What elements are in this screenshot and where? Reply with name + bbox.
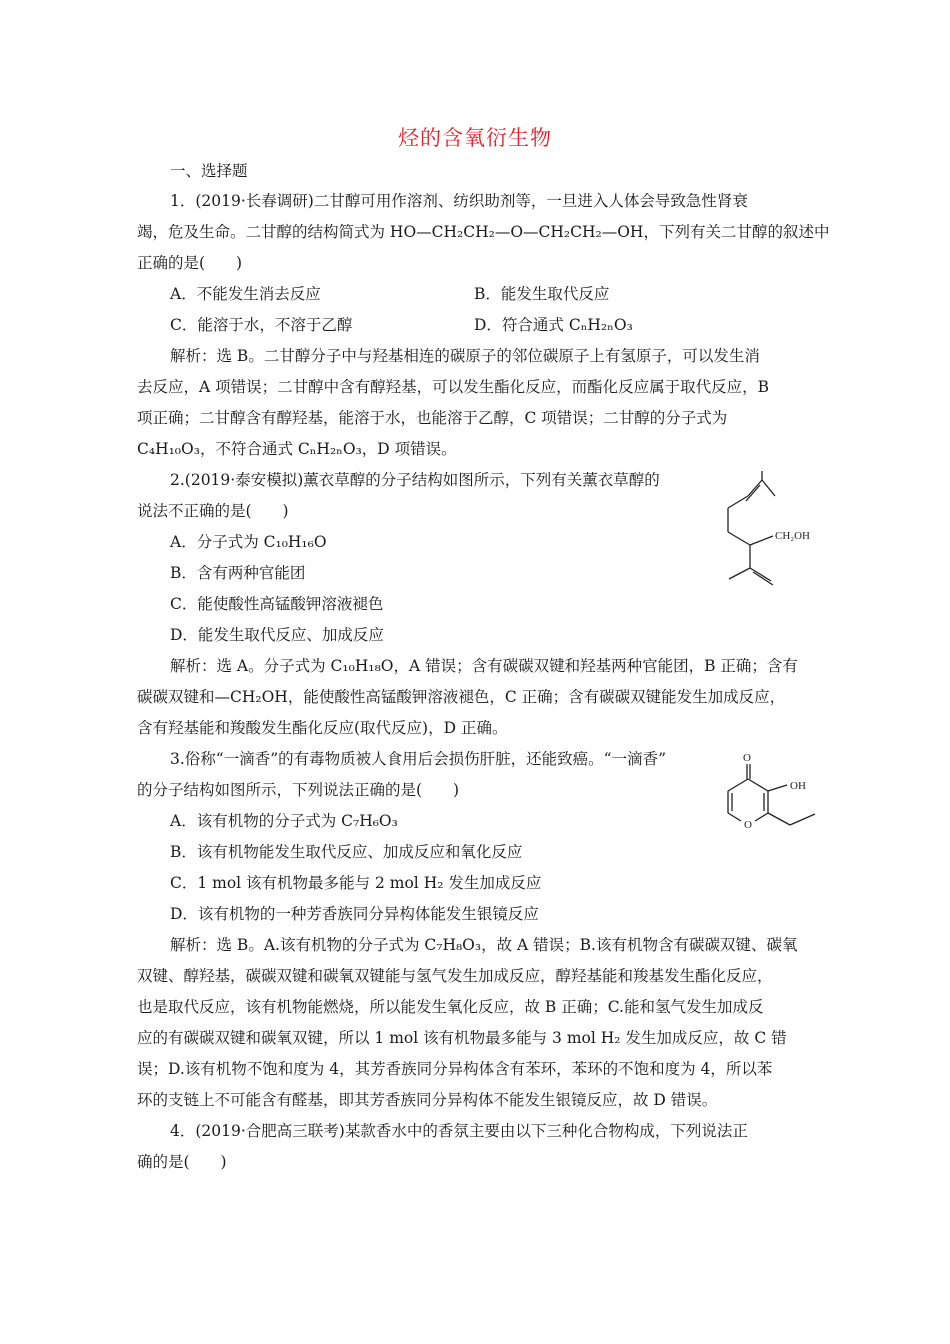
q3-stem-line: 3.俗称“一滴香”的有毒物质被人食用后会损伤肝脏，还能致癌。“一滴香” <box>170 750 666 768</box>
q3-answer-line: 误；D.该有机物不饱和度为 4，其芳香族同分异构体含有苯环，苯环的不饱和度为 4，所以苯 <box>137 1060 773 1078</box>
q4-stem-line: 确的是( ) <box>137 1153 227 1171</box>
q1-answer-line: C₄H₁₀O₃，不符合通式 CₙH₂ₙO₃，D 项错误。 <box>137 440 457 458</box>
q3-option-a: A．该有机物的分子式为 C₇H₆O₃ <box>170 812 398 830</box>
page-title: 烃的含氧衍生物 <box>398 126 552 150</box>
q1-option-b: B．能发生取代反应 <box>474 285 610 303</box>
ring-o-label: O <box>744 819 752 831</box>
q2-option-a: A．分子式为 C₁₀H₁₆O <box>170 533 327 551</box>
q1-answer-line: 去反应，A 项错误；二甘醇中含有醇羟基，可以发生酯化反应，而酯化反应属于取代反应，B <box>137 378 770 396</box>
q3-answer-line: 应的有碳碳双键和碳氧双键，所以 1 mol 该有机物最多能与 3 mol H₂ 发生加成反应，故 C 错 <box>137 1029 787 1047</box>
q2-option-d: D．能发生取代反应、加成反应 <box>170 626 384 644</box>
q2-answer-line: 解析：选 A。分子式为 C₁₀H₁₈O，A 错误；含有碳碳双键和羟基两种官能团，B 正确；含有 <box>170 657 798 675</box>
q1-answer-line: 解析：选 B。二甘醇分子中与羟基相连的碳原子的邻位碳原子上有氢原子，可以发生消 <box>170 347 760 365</box>
q1-answer-line: 项正确；二甘醇含有醇羟基，能溶于水，也能溶于乙醇，C 项错误；二甘醇的分子式为 <box>137 409 728 427</box>
q2-answer-line: 碳碳双键和—CH₂OH，能使酸性高锰酸钾溶液褪色，C 正确；含有碳碳双键能发生加成反应， <box>137 688 786 706</box>
q2-option-b: B．含有两种官能团 <box>170 564 306 582</box>
hydroxyl-label: OH <box>790 780 806 792</box>
q3-answer-line: 也是取代反应，该有机物能燃烧，所以能发生氧化反应，故 B 正确；C.能和氢气发生加成反 <box>137 998 764 1016</box>
q1-option-c: C．能溶于水，不溶于乙醇 <box>170 316 353 334</box>
q3-answer-line: 环的支链上不可能含有醛基，即其芳香族同分异构体不能发生银镜反应，故 D 错误。 <box>137 1091 718 1109</box>
section-heading: 一、选择题 <box>170 162 248 180</box>
q2-answer-line: 含有羟基能和羧酸发生酯化反应(取代反应)，D 正确。 <box>137 719 508 737</box>
q2-stem-line: 说法不正确的是( ) <box>137 502 289 520</box>
q3-option-c: C．1 mol 该有机物最多能与 2 mol H₂ 发生加成反应 <box>170 874 542 892</box>
q3-stem-line: 的分子结构如图所示，下列说法正确的是( ) <box>137 781 460 799</box>
q2-option-c: C．能使酸性高锰酸钾溶液褪色 <box>170 595 384 613</box>
q3-option-d: D．该有机物的一种芳香族同分异构体能发生银镜反应 <box>170 905 539 923</box>
q2-stem-line: 2.(2019·泰安模拟)薰衣草醇的分子结构如图所示，下列有关薰衣草醇的 <box>170 471 660 489</box>
lavandulol-structure-diagram <box>715 468 825 598</box>
q3-answer-line: 双键、醇羟基，碳碳双键和碳氧双键能与氢气发生加成反应，醇羟基能和羧基发生酯化反应， <box>137 967 773 985</box>
q1-stem-line: 正确的是( ) <box>137 254 243 272</box>
q3-option-b: B．该有机物能发生取代反应、加成反应和氧化反应 <box>170 843 523 861</box>
q4-stem-line: 4．(2019·合肥高三联考)某款香水中的香氛主要由以下三种化合物构成，下列说法正 <box>170 1122 748 1140</box>
ch2oh-label: CH₂OH <box>775 530 811 542</box>
q1-stem-line: 竭，危及生命。二甘醇的结构简式为 HO—CH₂CH₂—O—CH₂CH₂—OH，下列有关二甘醇的叙述中 <box>137 223 830 241</box>
carbonyl-o-label: O <box>743 752 751 764</box>
q3-answer-line: 解析：选 B。A.该有机物的分子式为 C₇H₈O₃，故 A 错误；B.该有机物含有碳碳双键、碳氧 <box>170 936 798 954</box>
q1-option-a: A．不能发生消去反应 <box>170 285 321 303</box>
q1-stem-line: 1．(2019·长春调研)二甘醇可用作溶剂、纺织助剂等，一旦进入人体会导致急性肾衰 <box>170 192 748 210</box>
maltol-like-structure-diagram <box>715 748 825 843</box>
q1-option-d: D．符合通式 CₙH₂ₙO₃ <box>474 316 633 334</box>
